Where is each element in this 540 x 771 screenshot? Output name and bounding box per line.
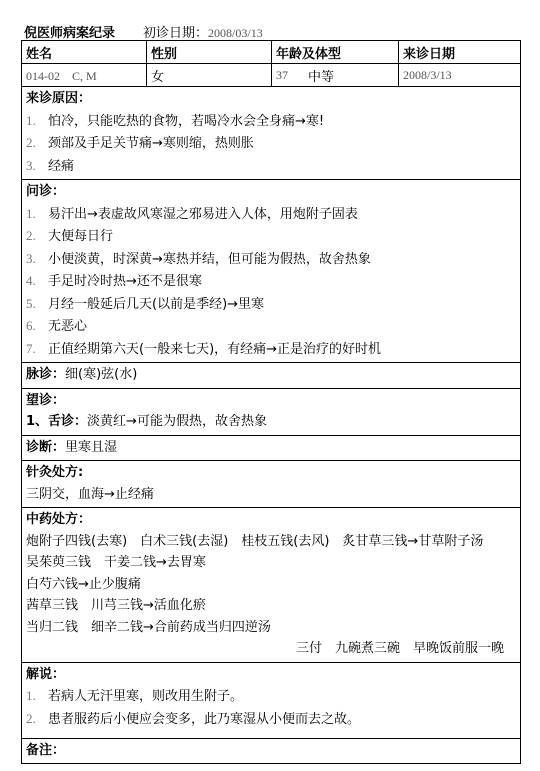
tongue-label: 1、舌诊：	[26, 414, 88, 429]
herbal-line: 吴茱萸三钱 干姜二钱→去胃寒	[26, 555, 206, 570]
info-value-row	[22, 64, 520, 87]
medical-record-page	[21, 22, 521, 764]
gender-header: 性别	[147, 41, 272, 63]
visit-date-header: 来诊日期	[403, 46, 456, 62]
list-item: 3. 小便淡黄，时深黄→寒热并结，但可能为假热，故舍热象	[26, 250, 371, 267]
list-item: 2. 大便每日行	[26, 228, 114, 244]
name-header: 姓名	[22, 41, 147, 63]
info-header-row	[22, 41, 520, 64]
acupuncture-text: 三阴交，血海→止经痛	[26, 486, 154, 502]
inspection-section	[22, 389, 520, 436]
first-visit-date-label: 初诊日期：	[143, 26, 209, 41]
patient-age-body	[272, 64, 399, 86]
explanation-title: 解说：	[26, 666, 66, 682]
list-item: 3. 经痛	[26, 157, 75, 174]
herbal-title: 中药处方：	[26, 512, 92, 527]
patient-name: 014-02 C, M	[22, 64, 147, 86]
herbal-line: 炮附子四钱(去寒) 白术三钱(去湿) 桂枝五钱(去风) 炙甘草三钱→甘草附子汤	[26, 533, 484, 549]
tongue-text: 淡黄红→可能为假热，故舍热象	[87, 414, 267, 429]
inquiry-section	[22, 180, 520, 363]
patient-visit-date: 2008/3/13	[403, 67, 452, 82]
record-table	[21, 40, 521, 764]
acupuncture-title: 针灸处方:	[26, 465, 84, 480]
first-visit-date-value: 2008/03/13	[208, 26, 263, 40]
herbal-section	[22, 508, 520, 663]
patient-body-type: 中等	[308, 69, 335, 85]
age-header: 年龄及体型	[272, 41, 399, 63]
notes-section	[22, 739, 520, 763]
acupuncture-section	[22, 461, 520, 508]
herbal-dosage: 三付 九碗煮三碗 早晚饭前服一晚	[295, 641, 504, 656]
list-item: 7. 正值经期第六天(一般来七天)，有经痛→正是治疗的好时机	[26, 340, 382, 357]
pulse-section	[22, 363, 520, 389]
reason-section	[22, 87, 520, 180]
patient-age: 37	[276, 67, 288, 82]
list-item: 2. 颈部及手足关节痛→寒则缩，热则胀	[26, 135, 254, 151]
notes-title: 备注：	[26, 742, 66, 758]
list-item: 1. 易汗出→表虚故风寒湿之邪易进入人体，用炮附子固表	[26, 205, 358, 222]
inquiry-title: 问诊：	[26, 184, 66, 199]
herbal-line: 茜草三钱 川芎三钱→活血化瘀	[26, 598, 206, 613]
pulse-title: 脉诊：	[26, 367, 66, 382]
diagnosis-title: 诊断：	[26, 439, 66, 455]
explanation-section	[22, 663, 520, 739]
inspection-title: 望诊：	[26, 392, 66, 408]
pulse-text: 细(寒)弦(水)	[65, 367, 138, 382]
patient-gender: 女	[147, 64, 272, 86]
herbal-line: 白芍六钱→止少腹痛	[26, 576, 141, 592]
list-item: 4. 手足时冷时热→还不是很寒	[26, 273, 202, 289]
list-item: 1. 若病人无汗里寒，则改用生附子。	[26, 688, 244, 704]
list-item: 6. 无恶心	[26, 318, 88, 334]
list-item: 1. 怕冷，只能吃热的食物，若喝冷水会全身痛→寒!	[26, 112, 325, 129]
list-item: 2. 患者服药后小便应会变多，此乃寒湿从小便而去之故。	[26, 710, 361, 727]
record-header	[21, 22, 521, 40]
list-item: 5. 月经一般延后几天(以前是季经)→里寒	[26, 295, 265, 312]
diagnosis-text: 里寒且湿	[65, 439, 118, 455]
herbal-line: 当归二钱 细辛二钱→合前药成当归四逆汤	[26, 619, 271, 635]
record-title: 倪医师病案纪录	[24, 26, 116, 41]
diagnosis-section	[22, 436, 520, 462]
reason-title: 来诊原因：	[26, 91, 92, 106]
